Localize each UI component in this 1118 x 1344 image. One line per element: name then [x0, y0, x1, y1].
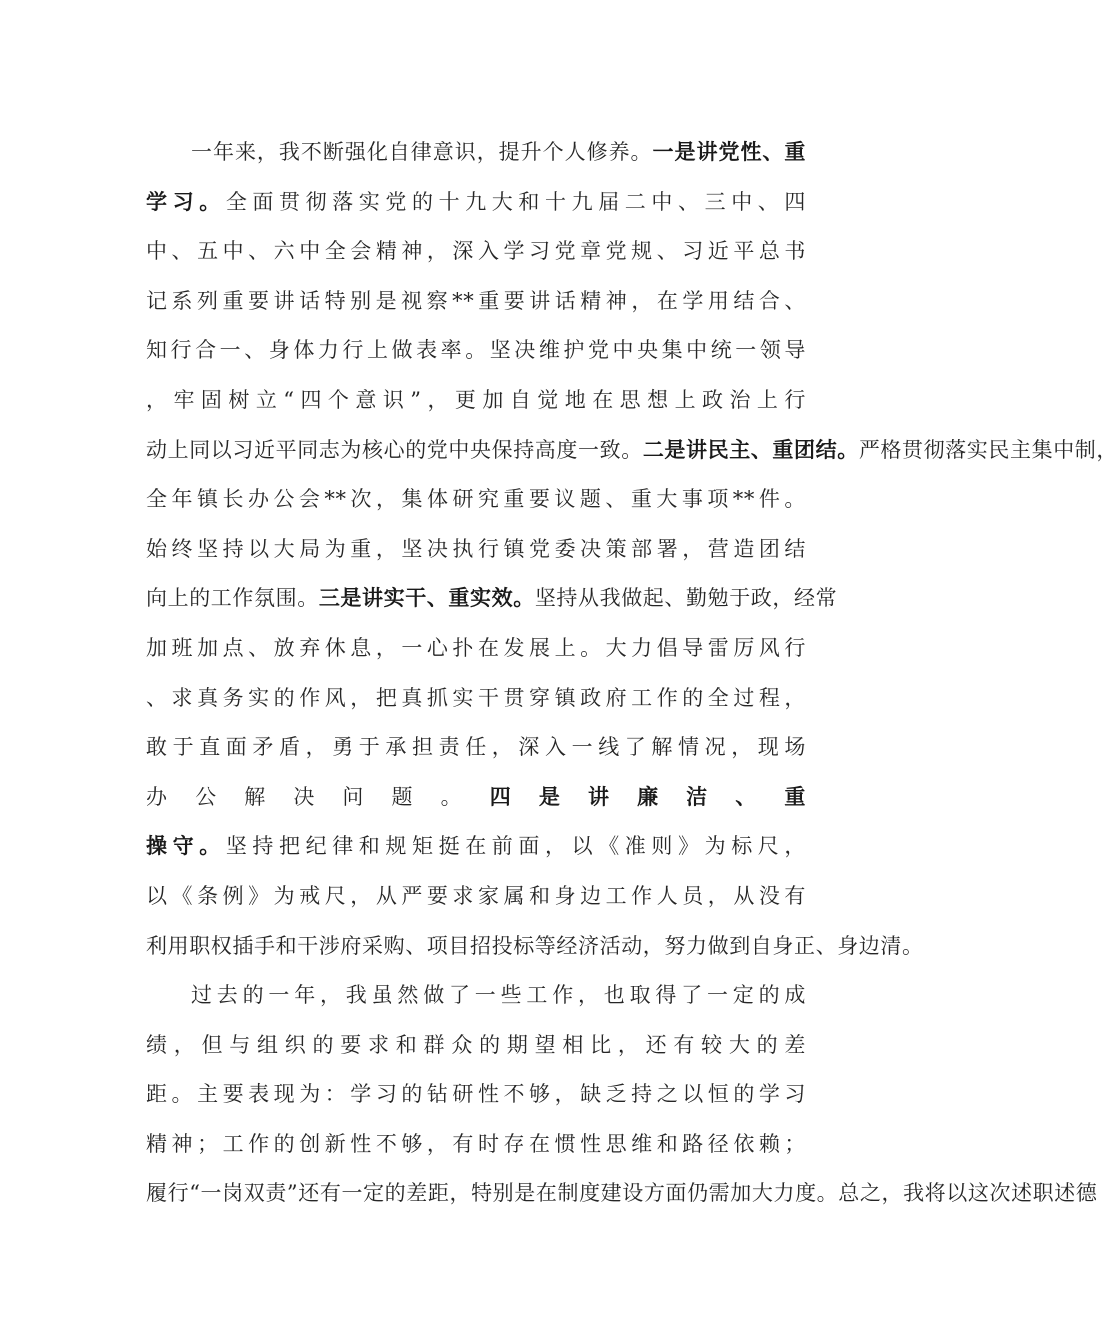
text-line	[146, 426, 1118, 476]
point-2-text-part: 向上的工作氛围。	[146, 586, 319, 611]
text-line	[146, 326, 806, 376]
point-1-text-part: 动上同以习近平同志为核心的党中央保持高度一致。	[146, 437, 643, 462]
text-line	[146, 1169, 1098, 1219]
point-2-text-part: 始终坚持以大局为重，坚决执行镇党委决策部署，营造团结	[146, 536, 806, 561]
point-3-text-part: 坚持从我做起、勤勉于政，经常	[534, 586, 838, 611]
text-line	[146, 773, 806, 823]
point-3-text-part: 加班加点、放弃休息，一心扑在发展上。大力倡导雷厉风行	[146, 635, 806, 660]
point-2-text-part: 全年镇长办公会**次，集体研究重要议题、重大事项**件。	[146, 487, 806, 512]
para2-text-part: 精神；工作的创新性不够，有时存在惯性思维和路径依赖；	[146, 1131, 806, 1156]
para2-text-part: 距。主要表现为：学习的钻研性不够，缺乏持之以恒的学习	[146, 1082, 806, 1107]
point-1-text-part: 记系列重要讲话特别是视察**重要讲话精神，在学用结合、	[146, 288, 806, 313]
text-line	[146, 574, 838, 624]
point-1-text-part: 知行合一、身体力行上做表率。坚决维护党中央集中统一领导	[146, 338, 806, 363]
point-2-text-part: 严格贯彻落实民主集中制，	[858, 437, 1118, 462]
text-line	[146, 1070, 806, 1120]
text-line	[146, 475, 806, 525]
text-line	[146, 128, 806, 178]
text-line	[146, 674, 806, 724]
text-line	[146, 525, 806, 575]
point-2-heading: 二是讲民主、重团结。	[642, 437, 859, 462]
text-line	[146, 723, 806, 773]
text-line	[146, 971, 806, 1021]
text-line	[146, 872, 806, 922]
point-4-heading-part: 四是讲廉洁、重	[489, 784, 806, 809]
point-3-text-part: 、求真务实的作风，把真抓实干贯穿镇政府工作的全过程，	[146, 685, 806, 710]
point-1-text-part: ，牢固树立“四个意识”，更加自觉地在思想上政治上行	[146, 387, 806, 412]
para2-text-part: 履行“一岗双责”还有一定的差距，特别是在制度建设方面仍需加大力度。总之，我将以这次述职述德	[146, 1181, 1098, 1206]
text-line	[146, 376, 806, 426]
text-line	[146, 277, 806, 327]
point-3-text-part: 办公解决问题。	[146, 784, 490, 809]
para2-text-part: 绩，但与组织的要求和群众的期望相比，还有较大的差	[146, 1032, 806, 1057]
point-1-heading-part: 一是讲党性、重	[652, 140, 806, 164]
point-1-text-part: 中、五中、六中全会精神，深入学习党章党规、习近平总书	[146, 239, 806, 264]
point-4-text-part: 坚持把纪律和规矩挺在前面，以《准则》为标尺，	[225, 834, 806, 859]
point-1-text-part: 全面贯彻落实党的十九大和十九届二中、三中、四	[225, 189, 806, 214]
point-4-text-part: 利用职权插手和干涉府采购、项目招投标等经济活动，努力做到自身正、身边清。	[146, 933, 924, 958]
text-line	[146, 624, 806, 674]
point-3-text-part: 敢于直面矛盾，勇于承担责任，深入一线了解情况，现场	[146, 735, 806, 760]
point-1-heading-part: 学习。	[146, 189, 226, 214]
point-3-heading: 三是讲实干、重实效。	[318, 586, 535, 611]
text-line	[146, 822, 806, 872]
para2-text-part: 过去的一年，我虽然做了一些工作，也取得了一定的成	[191, 983, 806, 1008]
text-line	[146, 1120, 806, 1170]
para1-intro: 一年来，我不断强化自律意识，提升个人修养。	[191, 140, 653, 164]
document-body	[146, 128, 1118, 1219]
point-4-heading-part: 操守。	[146, 834, 226, 859]
text-line	[146, 922, 924, 972]
text-line	[146, 1021, 806, 1071]
text-line	[146, 227, 806, 277]
text-line	[146, 178, 806, 228]
point-4-text-part: 以《条例》为戒尺，从严要求家属和身边工作人员，从没有	[146, 883, 806, 908]
